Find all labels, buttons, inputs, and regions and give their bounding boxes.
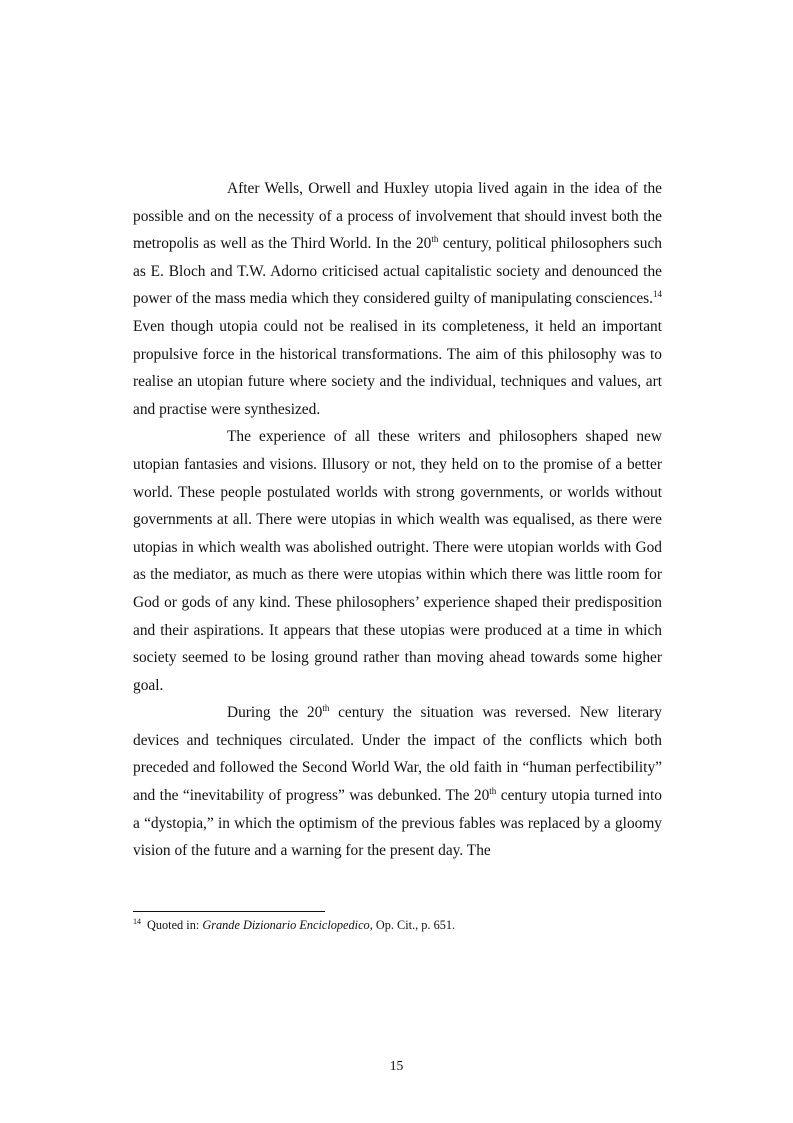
body-text bbox=[133, 175, 662, 865]
paragraph-3-text-b: century the situation was reversed. New literary devices and techniques circulated. Under the impact of the conflicts which both preceded and followed the Second World War, the old faith in “human perfectibility” and the “inevitability of progress” was debunked. The 20 bbox=[133, 704, 662, 805]
page-number: 15 bbox=[389, 1058, 404, 1073]
footnote-divider bbox=[133, 911, 325, 912]
footnote-reference[interactable]: 14 bbox=[653, 289, 662, 300]
paragraph-3 bbox=[133, 699, 662, 865]
footnote-suffix: , Op. Cit., p. 651. bbox=[369, 918, 456, 932]
paragraph-1 bbox=[133, 175, 662, 423]
superscript-th: th bbox=[431, 234, 439, 245]
footnote-prefix: Quoted in: bbox=[147, 918, 203, 932]
superscript-th: th bbox=[322, 703, 330, 714]
footnote-source-title: Grande Dizionario Enciclopedico bbox=[202, 918, 370, 932]
paragraph-1-text-b: century, political philosophers such as E. Bloch and T.W. Adorno criticised actual capitalistic society and denounced the power of the mass media which they considered guilty of manipulating consciences. bbox=[133, 235, 662, 308]
paragraph-3-text-a: During the 20 bbox=[227, 704, 323, 722]
superscript-th: th bbox=[489, 786, 497, 797]
footnote-number: 14 bbox=[133, 917, 141, 926]
paragraph-3-text-c: century utopia turned into a “dystopia,” in which the optimism of the previous fables was replaced by a gloomy vision of the future and a warning for the present day. The bbox=[133, 787, 662, 860]
footnote bbox=[133, 916, 662, 934]
paragraph-2: The experience of all these writers and philosophers shaped new utopian fantasies and visions. Illusory or not, they held on to the promise of a better world. These people postulated worlds with strong governments, or worlds without governments at all. There were utopias in which wealth was equalised, as there were utopias in which wealth was abolished outright. There were utopian worlds with God as the mediator, as much as there were utopias within which there was little room for God or gods of any kind. These philosophers’ experience shaped their predisposition and their aspirations. It appears that these utopias were produced at a time in which society seemed to be losing ground rather than moving ahead towards some higher goal. bbox=[133, 428, 662, 694]
paragraph-1-text-c: Even though utopia could not be realised in its completeness, it held an important propulsive force in the historical transformations. The aim of this philosophy was to realise an utopian future where society and the individual, techniques and values, art and practise were synthesized. bbox=[133, 317, 662, 418]
paragraph-1-text-a: After Wells, Orwell and Huxley utopia lived again in the idea of the possible and on the necessity of a process of involvement that should invest both the metropolis as well as the Third World. In the 20 bbox=[133, 180, 662, 253]
